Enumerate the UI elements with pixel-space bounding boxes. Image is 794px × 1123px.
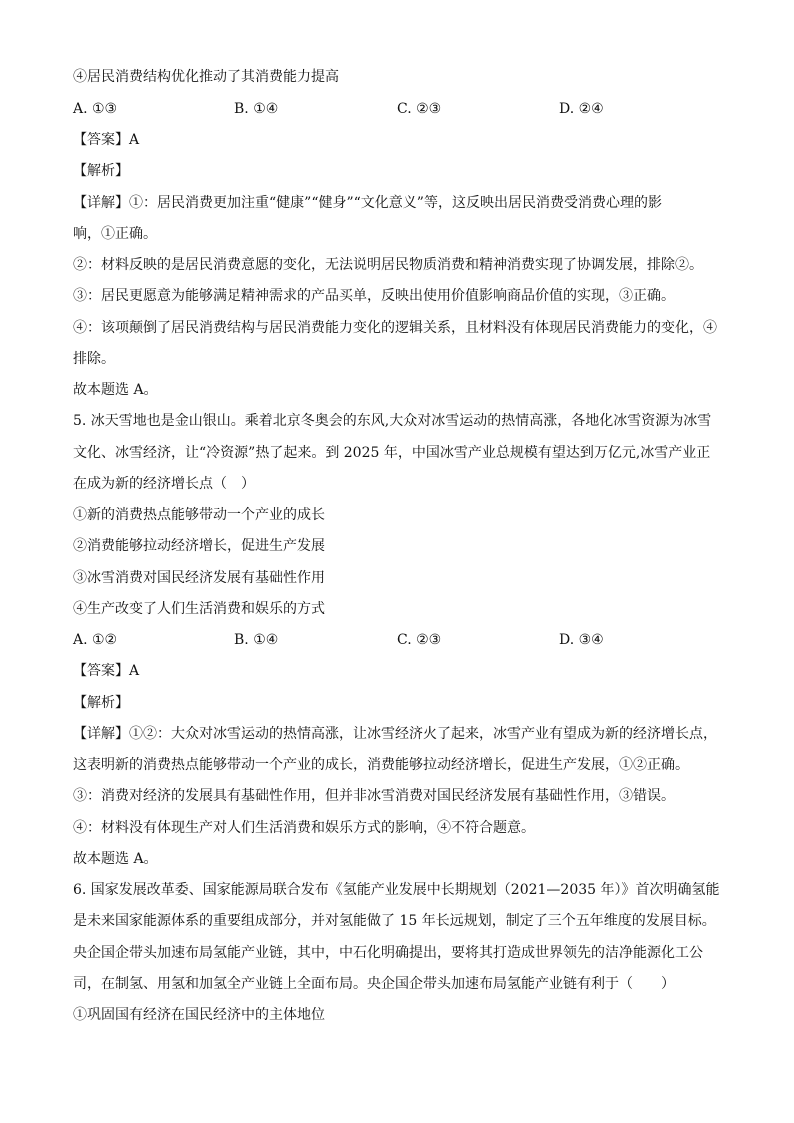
q4-conclusion: 故本题选 A。 <box>73 382 158 398</box>
q5-option-c: C. ②③ <box>397 632 442 648</box>
q6-stem-line: 是未来国家能源体系的重要组成部分，并对氢能做了 15 年长远规划，制定了三个五年维度的发展目标。 <box>73 913 716 929</box>
q5-stem-line: 在成为新的经济增长点（ ） <box>73 476 255 492</box>
q5-detail-line: 这表明新的消费热点能够带动一个产业的成长，消费能够拉动经济增长，促进生产发展，①②正确。 <box>73 757 689 773</box>
q5-option-d: D. ③④ <box>559 632 604 648</box>
q5-option-a: A. ①② <box>73 632 118 648</box>
q4-detail-line: ③：居民更愿意为能够满足精神需求的产品买单，反映出使用价值影响商品价值的实现，③正确。 <box>73 288 675 304</box>
q4-option-d: D. ②④ <box>559 101 604 117</box>
q5-item-4: ④生产改变了人们生活消费和娱乐的方式 <box>73 601 325 617</box>
q5-stem-line: 5. 冰天雪地也是金山银山。乘着北京冬奥会的东风,大众对冰雪运动的热情高涨，各地化冰雪资源为冰雪 <box>73 413 712 429</box>
q4-analysis-heading: 【解析】 <box>73 163 129 179</box>
q5-detail-line: ③：消费对经济的发展具有基础性作用，但并非冰雪消费对国民经济发展有基础性作用，③错误。 <box>73 788 675 804</box>
q5-item-3: ③冰雪消费对国民经济发展有基础性作用 <box>73 570 325 586</box>
q5-option-b: B. ①④ <box>234 632 279 648</box>
q5-conclusion: 故本题选 A。 <box>73 851 158 867</box>
q4-answer: 【答案】A <box>73 132 140 148</box>
q5-detail-line: 【详解】①②：大众对冰雪运动的热情高涨，让冰雪经济火了起来，冰雪产业有望成为新的经济增长点， <box>73 726 717 742</box>
q4-item-4: ④居民消费结构优化推动了其消费能力提高 <box>73 69 339 85</box>
q4-detail-line: 排除。 <box>73 351 115 367</box>
q5-item-1: ①新的消费热点能够带动一个产业的成长 <box>73 507 325 523</box>
q6-item-1: ①巩固国有经济在国民经济中的主体地位 <box>73 1007 325 1023</box>
q4-detail-line: ②：材料反映的是居民消费意愿的变化，无法说明居民物质消费和精神消费实现了协调发展，排除②。 <box>73 257 703 273</box>
q4-option-c: C. ②③ <box>397 101 442 117</box>
q6-stem-line: 6. 国家发展改革委、国家能源局联合发布《氢能产业发展中长期规划（2021—2035 年）》首次明确氢能 <box>73 882 720 898</box>
q5-analysis-heading: 【解析】 <box>73 695 129 711</box>
q5-item-2: ②消费能够拉动经济增长，促进生产发展 <box>73 538 325 554</box>
q4-option-b: B. ①④ <box>234 101 279 117</box>
q5-detail-line: ④：材料没有体现生产对人们生活消费和娱乐方式的影响，④不符合题意。 <box>73 820 535 836</box>
q4-detail-line: 【详解】①：居民消费更加注重“健康”“健身”“文化意义”等，这反映出居民消费受消费心理的影 <box>73 195 662 211</box>
q4-detail-line: ④：该项颠倒了居民消费结构与居民消费能力变化的逻辑关系，且材料没有体现居民消费能力的变化，④ <box>73 320 717 336</box>
q4-detail-line: 响，①正确。 <box>73 226 157 242</box>
q6-stem-line: 央企国企带头加速布局氢能产业链，其中，中石化明确提出，要将其打造成世界领先的洁净能源化工公 <box>73 945 703 961</box>
q6-stem-line: 司，在制氢、用氢和加氢全产业链上全面布局。央企国企带头加速布局氢能产业链有利于（ ） <box>73 976 675 992</box>
q5-stem-line: 文化、冰雪经济，让“冷资源”热了起来。到 2025 年，中国冰雪产业总规模有望达到万亿元,冰雪产业正 <box>73 445 711 461</box>
q4-option-a: A. ①③ <box>73 101 118 117</box>
q5-answer: 【答案】A <box>73 663 140 679</box>
